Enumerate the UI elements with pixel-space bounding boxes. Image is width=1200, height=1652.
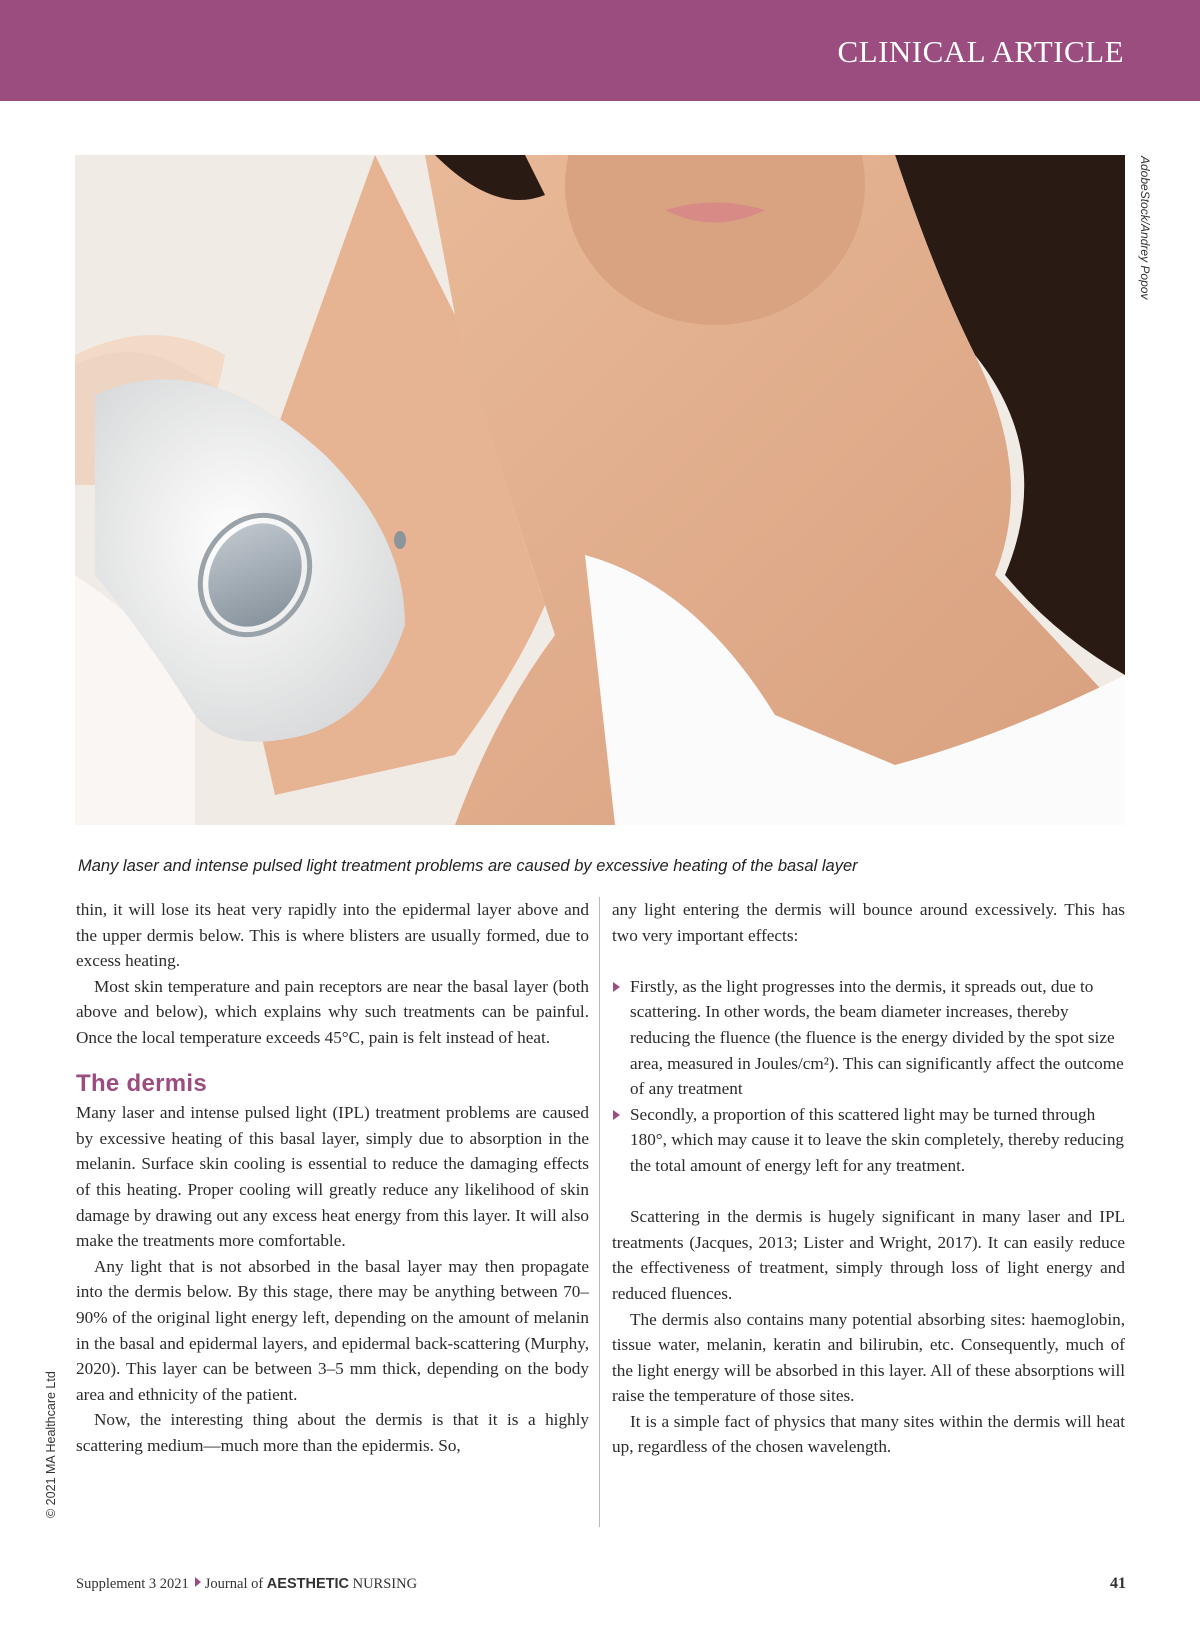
triangle-bullet-icon: [613, 982, 620, 992]
paragraph: The dermis also contains many potential absorbing sites: haemoglobin, tissue water, melanin, keratin and bilirubin, etc. Consequently, much of the light energy will be absorbed in this layer. All of these absorptions will raise the temperature of those sites.: [612, 1309, 1125, 1406]
paragraph: Now, the interesting thing about the dermis is that it is a highly scattering medium—much more than the epidermis. So,: [76, 1410, 589, 1455]
paragraph: Scattering in the dermis is hugely significant in many laser and IPL treatments (Jacques, 2013; Lister and Wright, 2017). It can easily reduce the effectiveness of treatment, simply through loss of light energy and reduced fluences.: [612, 1207, 1125, 1303]
left-column: [76, 897, 589, 1458]
photo-caption: Many laser and intense pulsed light treatment problems are caused by excessive heating of the basal layer: [78, 857, 858, 875]
paragraph: It is a simple fact of physics that many sites within the dermis will heat up, regardless of the chosen wavelength.: [612, 1411, 1125, 1457]
journal-brand: AESTHETIC: [266, 1576, 349, 1592]
photo-credit: AdobeStock/Andrey Popov: [1138, 156, 1152, 300]
copyright-notice: © 2021 MA Healthcare Ltd: [44, 1371, 58, 1518]
section-heading-dermis: The dermis: [76, 1069, 208, 1097]
list-item: [612, 1102, 1125, 1179]
bullet-text: Secondly, a proportion of this scattered light may be turned through 180°, which may cause it to leave the skin completely, thereby reducing the total amount of energy left for any treatment.: [630, 1104, 1125, 1175]
paragraph: Any light that is not absorbed in the basal layer may then propagate into the dermis below. By this stage, there may be anything between 70–90% of the original light energy left, depending on the amount of melanin in the basal and epidermal layers, and epidermal back-scattering (Murphy, 2020). This layer can be between 3–5 mm thick, depending on the body area and ethnicity of the patient.: [76, 1256, 589, 1404]
treatment-illustration: [75, 155, 1125, 825]
article-photo: [75, 155, 1125, 825]
paragraph: Most skin temperature and pain receptors are near the basal layer (both above and below), which explains why such treatments can be painful. Once the local temperature exceeds 45°C, pain is felt instead of heat.: [76, 976, 589, 1047]
paragraph: Many laser and intense pulsed light (IPL) treatment problems are caused by excessive heating of this basal layer, simply due to absorption in the melanin. Surface skin cooling is essential to reduce the damaging effects of this heating. Proper cooling will greatly reduce any likelihood of skin damage by drawing out any excess heat energy from this layer. It will also make the treatments more comfortable.: [76, 1103, 589, 1251]
bullet-list: [612, 974, 1125, 1179]
journal-suffix: NURSING: [352, 1576, 418, 1592]
column-divider: [599, 897, 600, 1527]
header-band: [0, 0, 1200, 101]
paragraph: any light entering the dermis will bounce around excessively. This has two very important effects:: [612, 900, 1125, 945]
page-number: 41: [1110, 1575, 1126, 1592]
supplement-label: Supplement 3 2021: [76, 1576, 189, 1592]
bullet-text: Firstly, as the light progresses into the dermis, it spreads out, due to scattering. In other words, the beam diameter increases, thereby reducing the fluence (the fluence is the energy divided by the spot size area, measured in Joules/cm²). This can significantly affect the outcome of any treatment: [630, 976, 1124, 1099]
page-footer: [76, 1576, 417, 1593]
triangle-bullet-icon: [613, 1110, 620, 1120]
right-column: [612, 897, 1125, 1460]
paragraph: thin, it will lose its heat very rapidly into the epidermal layer above and the upper dermis below. This is where blisters are usually formed, due to excess heating.: [76, 900, 589, 971]
section-title: CLINICAL ARTICLE: [837, 34, 1124, 69]
triangle-separator-icon: [195, 1577, 201, 1587]
journal-prefix: Journal of: [204, 1576, 264, 1592]
list-item: [612, 974, 1125, 1102]
